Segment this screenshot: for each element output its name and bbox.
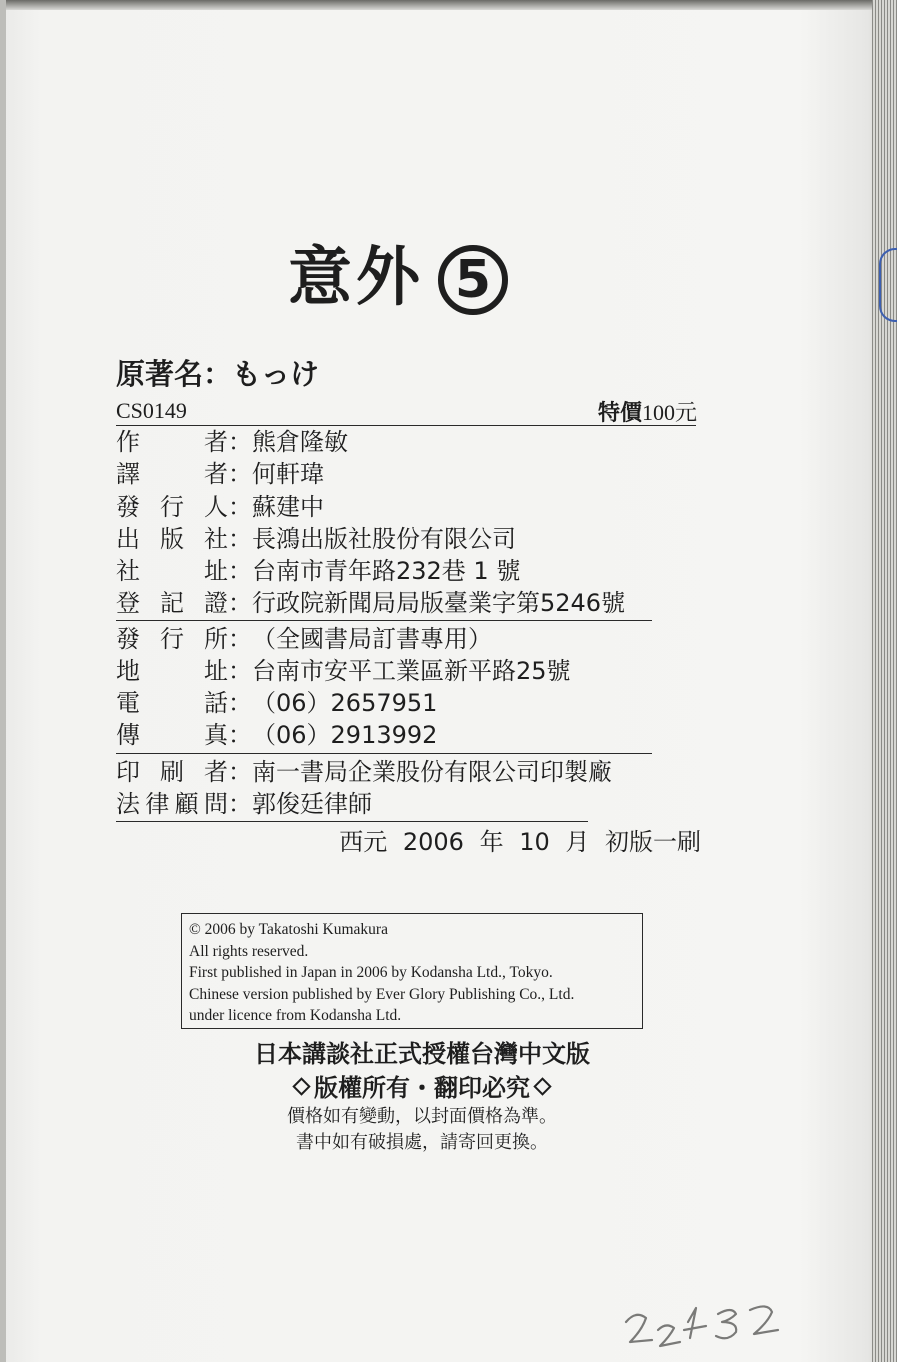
credit-row-phone: 電話：（06）2657951 xyxy=(116,689,438,717)
book-title xyxy=(288,226,508,318)
copyright-line: All rights reserved. xyxy=(189,942,309,960)
credit-value: 行政院新聞局局版臺業字第5246號 xyxy=(252,589,626,617)
credit-label: 出版社 xyxy=(116,525,228,553)
copyright-line: First published in Japan in 2006 by Kodansha Ltd., Tokyo. xyxy=(189,964,553,981)
credit-row-translator: 譯者：何軒瑋 xyxy=(116,460,324,488)
credit-label: 作者 xyxy=(116,428,228,456)
credit-row-legal-advisor: 法律顧問：郭俊廷律師 xyxy=(116,790,372,818)
credit-row-publisher-person: 發行人：蘇建中 xyxy=(116,493,324,521)
credit-label: 發行人 xyxy=(116,493,228,521)
volume-number: 5 xyxy=(438,245,508,315)
price-amount: 100元 xyxy=(641,400,697,425)
rights-notice xyxy=(0,1068,844,1103)
original-title-value: もっけ xyxy=(232,357,320,391)
diamond-icon xyxy=(292,1077,310,1095)
credit-label: 印刷者 xyxy=(116,758,228,786)
handwriting-image xyxy=(622,1300,822,1355)
divider-line xyxy=(116,753,652,754)
original-title-label: 原著名： xyxy=(116,357,233,391)
authorization-notice: 日本講談社正式授權台灣中文版 xyxy=(254,1040,590,1068)
copyright-line: Chinese version published by Ever Glory Publishing Co., Ltd. xyxy=(189,985,575,1003)
credit-row-fax: 傳真：（06）2913992 xyxy=(116,721,438,749)
page-stack-edge xyxy=(872,0,897,1362)
price-change-notice: 價格如有變動，以封面價格為準。 xyxy=(287,1106,557,1127)
credit-value: （06）2657951 xyxy=(252,689,438,717)
page-left-edge xyxy=(0,0,6,1362)
credit-row-company-address: 社址：台南市青年路232巷 1 號 xyxy=(116,557,521,585)
copyright-line: under licence from Kodansha Ltd. xyxy=(189,1007,402,1024)
credit-value: 長鴻出版社股份有限公司 xyxy=(252,525,516,553)
catalog-code: CS0149 xyxy=(116,398,187,423)
credit-label: 法律顧問 xyxy=(116,790,228,818)
divider-line xyxy=(116,620,652,621)
credit-row-printer: 印刷者：南一書局企業股份有限公司印製廠 xyxy=(116,758,612,786)
credit-value: 何軒瑋 xyxy=(252,460,324,488)
credit-value: 郭俊廷律師 xyxy=(252,790,372,818)
credit-label: 電話 xyxy=(116,689,228,717)
credit-row-distributor: 發行所：（全國書局訂書專用） xyxy=(116,625,492,653)
credit-value: 台南市安平工業區新平路25號 xyxy=(252,657,571,685)
credit-row-registration: 登記證：行政院新聞局局版臺業字第5246號 xyxy=(116,589,626,617)
credit-value: 蘇建中 xyxy=(252,493,324,521)
copyright-box xyxy=(181,913,643,1029)
credit-value: 台南市青年路232巷 1 號 xyxy=(252,557,521,585)
credit-row-address: 地址：台南市安平工業區新平路25號 xyxy=(116,657,571,685)
credit-label: 傳真 xyxy=(116,721,228,749)
original-title xyxy=(116,352,319,393)
page-top-edge xyxy=(0,0,897,10)
credit-row-author: 作者：熊倉隆敏 xyxy=(116,428,348,456)
handwritten-number xyxy=(622,1300,822,1359)
price xyxy=(598,396,697,427)
book-title-text: 意外 xyxy=(288,241,424,315)
credit-label: 登記證 xyxy=(116,589,228,617)
credit-value: 熊倉隆敏 xyxy=(252,428,348,456)
damage-return-notice: 書中如有破損處，請寄回更換。 xyxy=(296,1132,548,1153)
library-tab-mark xyxy=(879,248,897,322)
credit-row-publisher: 出版社：長鴻出版社股份有限公司 xyxy=(116,525,516,553)
credit-label: 地址 xyxy=(116,657,228,685)
copyright-line: © 2006 by Takatoshi Kumakura xyxy=(189,921,388,938)
rights-notice-text: 版權所有・翻印必究 xyxy=(314,1074,530,1102)
diamond-icon xyxy=(533,1077,551,1095)
credit-label: 譯者 xyxy=(116,460,228,488)
credit-label: 發行所 xyxy=(116,625,228,653)
credit-label: 社址 xyxy=(116,557,228,585)
credit-value: 南一書局企業股份有限公司印製廠 xyxy=(252,758,612,786)
credit-value: （全國書局訂書專用） xyxy=(252,625,492,653)
price-label: 特價 xyxy=(597,401,642,426)
credit-value: （06）2913992 xyxy=(252,721,438,749)
edition-date: 西元 2006 年 10 月 初版一刷 xyxy=(339,828,701,856)
